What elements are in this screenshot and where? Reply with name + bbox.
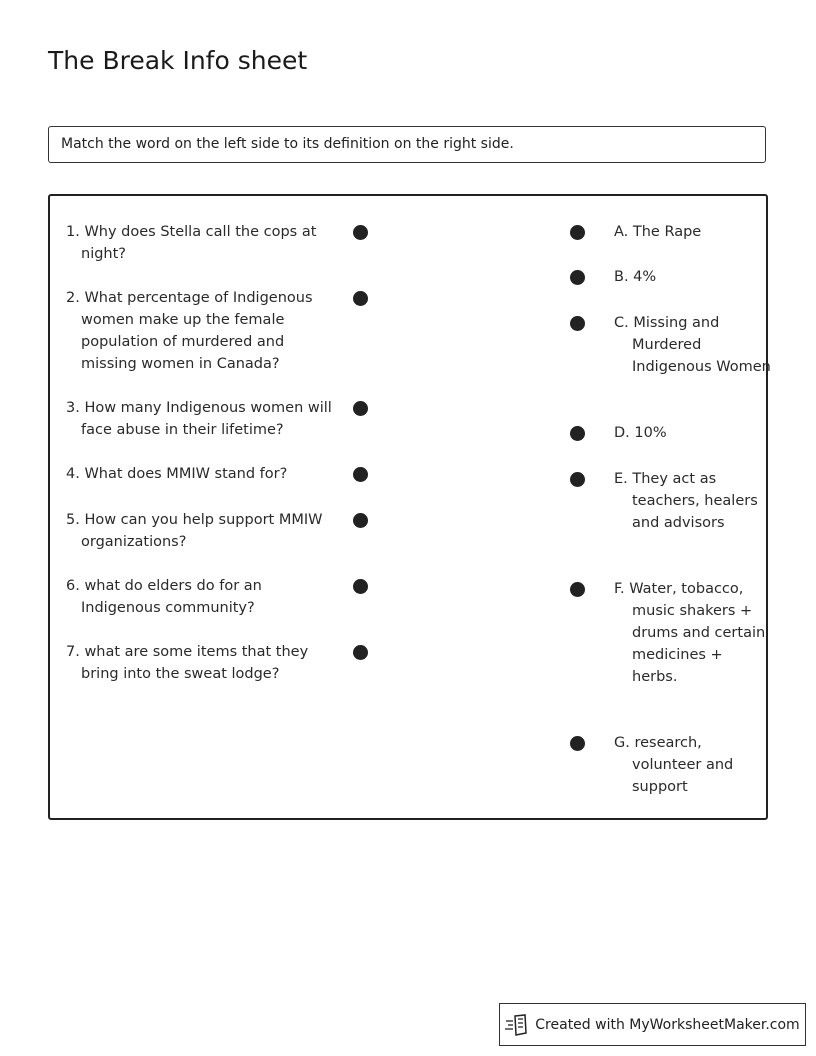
answer-match-dot[interactable] bbox=[570, 270, 585, 285]
badge-text: Created with MyWorksheetMaker.com bbox=[535, 1016, 800, 1033]
question-match-dot[interactable] bbox=[353, 225, 368, 240]
answer-item: B. 4% bbox=[614, 269, 657, 285]
answer-match-dot[interactable] bbox=[570, 472, 585, 487]
question-item: 6. what do elders do for an Indigenous community? bbox=[66, 578, 262, 616]
question-match-dot[interactable] bbox=[353, 513, 368, 528]
answer-match-dot[interactable] bbox=[570, 426, 585, 441]
question-match-dot[interactable] bbox=[353, 401, 368, 416]
question-item: 3. How many Indigenous women will face abuse in their lifetime? bbox=[66, 400, 332, 438]
answer-match-dot[interactable] bbox=[570, 736, 585, 751]
question-item: 1. Why does Stella call the cops at night? bbox=[66, 224, 317, 262]
answer-item: F. Water, tobacco, music shakers + drums and certain medicines + herbs. bbox=[614, 581, 766, 685]
question-match-dot[interactable] bbox=[353, 291, 368, 306]
matching-panel bbox=[48, 194, 771, 820]
answer-match-dot[interactable] bbox=[570, 316, 585, 331]
question-item: 2. What percentage of Indigenous women make up the female population of murdered and missing women in Canada? bbox=[66, 290, 313, 372]
question-match-dot[interactable] bbox=[353, 645, 368, 660]
answer-item: C. Missing and Murdered Indigenous Women bbox=[614, 315, 771, 375]
worksheet-logo-icon bbox=[505, 1014, 529, 1036]
answer-match-dot[interactable] bbox=[570, 582, 585, 597]
answer-item: E. They act as teachers, healers and advisors bbox=[614, 471, 758, 531]
answer-item: D. 10% bbox=[614, 425, 667, 441]
created-with-badge[interactable] bbox=[499, 1003, 806, 1046]
instructions-box: Match the word on the left side to its definition on the right side. bbox=[48, 126, 766, 163]
question-item: 5. How can you help support MMIW organizations? bbox=[66, 512, 323, 550]
answer-item: G. research, volunteer and support bbox=[614, 735, 734, 795]
page-title: The Break Info sheet bbox=[48, 46, 308, 75]
question-item: 7. what are some items that they bring into the sweat lodge? bbox=[66, 644, 309, 682]
answer-item: A. The Rape bbox=[614, 224, 702, 240]
question-match-dot[interactable] bbox=[353, 467, 368, 482]
question-match-dot[interactable] bbox=[353, 579, 368, 594]
question-item: 4. What does MMIW stand for? bbox=[66, 466, 288, 482]
answer-match-dot[interactable] bbox=[570, 225, 585, 240]
